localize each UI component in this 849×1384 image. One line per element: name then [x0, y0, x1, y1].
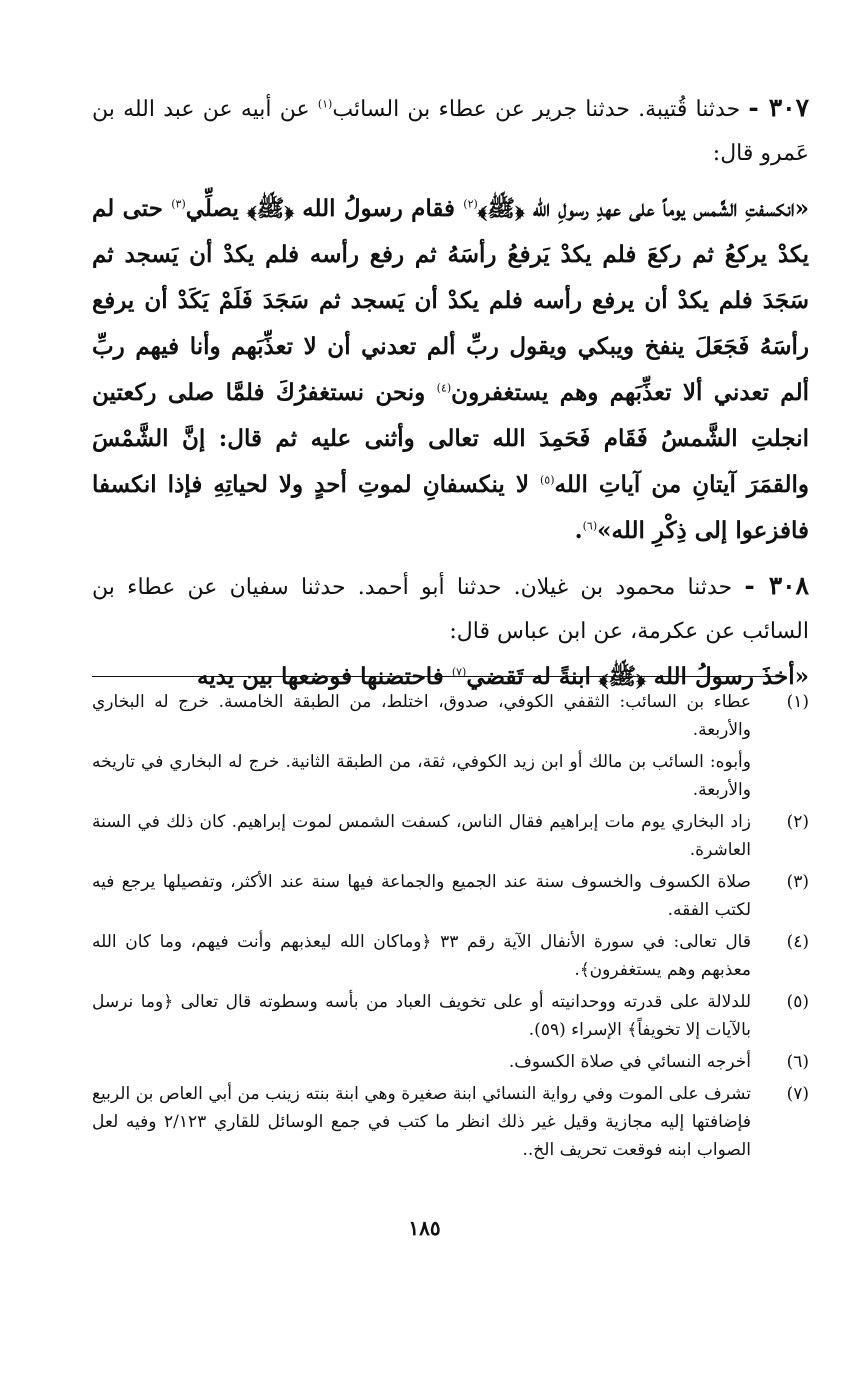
matn-text: فاحتضنها فوضعها بين يديه [196, 663, 452, 690]
isnad-text: حدثنا محمود بن غيلان. حدثنا أبو أحمد. حدثنا سفيان عن عطاء بن السائب عن عكرمة، عن ابن عباس قال: [92, 575, 809, 644]
footnote [92, 808, 809, 864]
matn-text: «انكسفتِ الشَّمس يوماً على عهدِ رسولِ الله ﴿ﷺ﴾ [477, 195, 809, 222]
footnote-number: (٥) [786, 992, 809, 1012]
matn-text: فقام رسولُ الله ﴿ﷺ﴾ يصلِّي [185, 195, 464, 222]
footnote [92, 868, 809, 924]
footnote-continuation: وأبوه: السائب بن مالك أو ابن زيد الكوفي، ثقة، من الطبقة الثانية. خرج له البخاري في تاريخه والأربعة. [92, 752, 751, 800]
footnote [92, 1080, 809, 1164]
hadith-number: ٣٠٨ - [744, 571, 809, 600]
footnote-separator [92, 676, 780, 677]
footnote-text: أخرجه النسائي في صلاة الكسوف. [508, 1052, 751, 1072]
page-number: ١٨٥ [408, 1216, 441, 1240]
footnote-text: عطاء بن السائب: الثقفي الكوفي، صدوق، اختلط، من الطبقة الخامسة. خرج له البخاري والأربعة. [92, 692, 751, 740]
footnote-ref: (٧) [451, 665, 467, 679]
footnote-ref: (٣) [171, 197, 186, 211]
footnote-text: للدلالة على قدرته ووحدانيته أو على تخويف العباد من بأسه وسطوته قال تعالى ﴿وما نرسل بالآيات إلا تخويفاً﴾ الإسراء (٥٩). [92, 992, 751, 1040]
matn-text: . [574, 517, 583, 544]
matn-text: «أخذَ رسولُ الله ﴿ﷺ﴾ ابنةً له تَقضي [466, 663, 809, 690]
footnote-ref: (٥) [539, 473, 555, 487]
hadith-307-isnad [92, 86, 809, 176]
footnote-ref: (٢) [463, 197, 478, 211]
matn-text: لا ينكسفانِ لموتِ أحدٍ ولا لحياتِهِ فإذا انكسفا فافزعوا إلى ذِكْرِ الله» [92, 471, 809, 544]
footnote [92, 1048, 809, 1076]
footnote-ref: (١) [317, 97, 333, 111]
isnad-text: عن أبيه عن عبد الله بن عَمرو قال: [92, 97, 809, 166]
footnote-number: (٧) [786, 1084, 809, 1104]
footnote [92, 928, 809, 984]
footnote [92, 688, 809, 744]
footnote-number: (٤) [786, 932, 809, 952]
footnote-text: صلاة الكسوف والخسوف سنة عند الجميع والجماعة فيها سنة عند الأكثر، وتفصيلها يرجع فيه لكتب الفقه. [92, 872, 751, 920]
footnote-ref: (٤) [436, 381, 452, 395]
footnote-text: تشرف على الموت وفي رواية النسائي ابنة صغيرة وهي ابنة بنته زينب من أبي العاص بن الربيع فإضافتها إليه مجازية وقيل غير ذلك انظر ما كتب في جمع الوسائل للقاري ٢/١٢٣ وفيه لعل الصواب ابنه فوقعت تحريف الخ.. [92, 1084, 751, 1160]
main-text [92, 86, 809, 700]
footnote-text: قال تعالى: في سورة الأنفال الآية رقم ٣٣ ﴿وماكان الله ليعذبهم وأنت فيهم، وما كان الله معذبهم وهم يستغفرون﴾. [92, 932, 751, 980]
footnote-number: (٦) [786, 1052, 809, 1072]
footnote-number: (١) [786, 692, 809, 712]
hadith-number: ٣٠٧ - [748, 93, 810, 122]
footnote [92, 988, 809, 1044]
footnote-text: زاد البخاري يوم مات إبراهيم فقال الناس، كسفت الشمس لموت إبراهيم. كان ذلك في السنة العاشرة. [92, 812, 751, 860]
footnote-number: (٣) [786, 872, 809, 892]
matn-text: ونحن نستغفرُكَ فلمَّا صلى ركعتين انجلتِ الشَّمسُ فَقَام فَحَمِدَ الله تعالى وأثنى عليه ثم قال: إنَّ الشَّمْسَ والقمَرَ آيتانِ من آياتِ الله [92, 379, 809, 498]
hadith-307-matn [92, 186, 809, 554]
hadith-308-isnad [92, 564, 809, 654]
isnad-text: حدثنا قُتيبة. حدثنا جرير عن عطاء بن السائب [332, 97, 741, 122]
footnote-number: (٢) [786, 812, 809, 832]
footnotes [92, 688, 809, 1168]
footnote-ref: (٦) [582, 519, 598, 533]
matn-text: حتى لم يكدْ يركعُ ثم ركعَ فلم يكدْ يَرفعُ رأسَهُ ثم رفع رأسه فلم يكدْ أن يَسجد ثم سَجَدَ فلم يكدْ أن يرفع رأسه فلم يكدْ أن يَسجد ثم سَجَدَ فَلَمْ يَكَدْ أن يرفع رأسَهُ فَجَعَلَ ينفخ ويبكي ويقول ربِّ ألم تعدني أن لا تعذِّبَهم وأنا فيهم ربِّ ألم تعدني ألا تعذِّبَهم وهم يستغفرون [92, 195, 809, 406]
